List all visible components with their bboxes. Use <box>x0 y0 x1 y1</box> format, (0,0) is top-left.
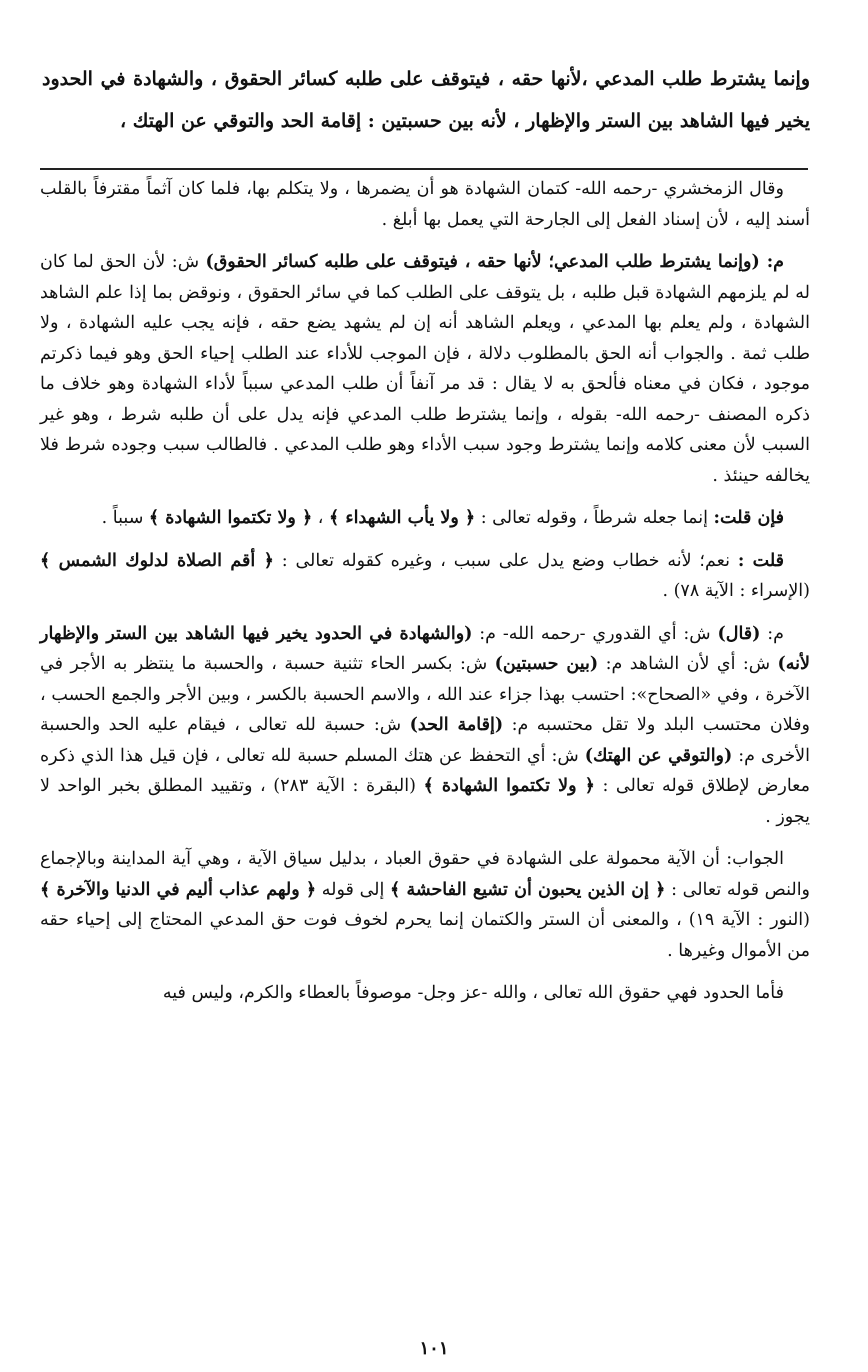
commentary-paragraph-6 <box>40 844 810 966</box>
commentary-text: سبباً . <box>101 508 149 528</box>
verse-reference: (النور : الآية ١٩) ، والمعنى أن الستر والكتمان إنما يحرم لخوف فوت حق المدعي المحتاج إلى إحياء حقه من الأموال وغيرها . <box>40 910 810 961</box>
commentary-text: ش: أي التحفظ عن هتك المسلم حسبة لله تعالى ، فإن قيل هذا الذي ذكره معارض لإطلاق قوله تعالى : <box>40 745 810 796</box>
quran-verse: ﴿ ولا تكتموا الشهادة ﴾ <box>148 508 313 528</box>
commentary-paragraph-2 <box>40 247 810 491</box>
commentary-text: نعم؛ لأنه خطاب وضع يدل على سبب ، وغيره كقوله تعالى : <box>273 550 738 571</box>
commentary-text: م: <box>760 623 784 644</box>
section-divider <box>40 168 808 170</box>
matn-quote: (بين حسبتين) <box>494 654 599 674</box>
commentary-text: الجواب: أن الآية محمولة على الشهادة في حقوق العباد ، بدليل سياق الآية ، وهي آية المداينة وبالإجماع والنص قوله تعالى : <box>40 849 811 900</box>
commentary-paragraph-7: فأما الحدود فهي حقوق الله تعالى ، والله -عز وجل- موصوفاً بالعطاء والكرم، وليس فيه <box>162 983 784 1003</box>
commentary-paragraph-4 <box>40 546 810 607</box>
quran-verse: ﴿ ولا يأب الشهداء ﴾ <box>329 508 476 528</box>
matn-quote: (إقامة الحد) <box>409 715 504 735</box>
commentary-text: ، <box>312 508 330 528</box>
verse-reference: (البقرة : الآية ٢٨٣) ، وتقييد المطلق بخبر الواحد لا يجوز . <box>40 776 810 827</box>
quran-verse: ﴿ ولا تكتموا الشهادة ﴾ <box>423 776 595 796</box>
answer-label: قلت : <box>737 550 785 571</box>
commentary-text: ش: بكسر الحاء تثنية حسبة ، والحسبة ما ينتظر به الأجر في الآخرة ، وفي «الصحاح»: احتسب بهذا جزاء عند الله ، والاسم الحسبة بالكسر ، وبين الأجر والجمع الحسب ، وفلان محتسب البلد ولا تقل محتسبه م: <box>40 654 810 735</box>
quran-verse: ﴿ ولهم عذاب أليم في الدنيا والآخرة ﴾ <box>40 879 317 900</box>
commentary-paragraph-5 <box>40 619 810 833</box>
commentary-text: ش: أي القدوري -رحمه الله- م: <box>472 623 718 644</box>
main-text: وإنما يشترط طلب المدعي ،لأنها حقه ، فيتوقف على طلبه كسائر الحقوق ، والشهادة في الحدود يخير فيها الشاهد بين الستر والإظهار ، لأنه بين حسبتين : إقامة الحد والتوقي عن الهتك ، <box>42 68 810 132</box>
page-number: ١٠١ <box>419 1338 449 1359</box>
commentary-paragraph-3 <box>40 503 810 534</box>
commentary-text: ش: حسبة لله تعالى ، فيقام عليه الحد والحسبة الأخرى م: <box>40 715 811 766</box>
commentary-text: إنما جعله شرطاً ، وقوله تعالى : <box>475 508 714 528</box>
question-label: فإن قلت: <box>713 508 784 528</box>
quran-verse: ﴿ أقم الصلاة لدلوك الشمس ﴾ <box>40 550 274 571</box>
matn-quote: م: (وإنما يشترط طلب المدعي؛ لأنها حقه ، فيتوقف على طلبه كسائر الحقوق) <box>205 252 784 272</box>
verse-reference: (الإسراء : الآية ٧٨) . <box>662 581 810 601</box>
matn-quote: (قال) <box>717 623 761 644</box>
quran-verse: ﴿ إن الذين يحبون أن تشيع الفاحشة ﴾ <box>390 879 666 900</box>
commentary-text: ش: أي لأن الشاهد م: <box>598 654 778 674</box>
matn-quote: (والتوقي عن الهتك) <box>584 745 733 766</box>
matn-quote: (والشهادة في الحدود يخير فيها الشاهد بين الستر والإظهار لأنه) <box>40 623 811 674</box>
commentary-section <box>40 174 810 1019</box>
commentary-paragraph-1: وقال الزمخشري -رحمه الله- كتمان الشهادة هو أن يضمرها ، ولا يتكلم بها، فلما كان آثماً مقترفاً بالقلب أسند إليه ، لأن إسناد الفعل إلى الجارحة التي يعمل بها أبلغ . <box>40 179 810 230</box>
commentary-text: إلى قوله <box>316 879 391 900</box>
commentary-text: ش: لأن الحق لما كان له لم يلزمهم الشهادة قبل طلبه ، بل يتوقف على الطلب كما في سائر الحقوق ، ونوقض بما إذا علم الشاهد الشهادة ، ولم يعلم بها المدعي ، ويعلم الشاهد أنه إن لم يشهد يضع حقه ، فإنه يجب عليه الشهادة ، ولا طلب ثمة . والجواب أنه الحق بالمطلوب دلالة ، فإن الموجب للأداء عند الطلب إحياء الحق وهو فيما ذكرتم موجود ، فكان في معناه فألحق به لا يقال : قد مر آنفاً أن طلب المدعي سبباً لأداء الشهادة وهو خلاف ما ذكره المصنف -رحمه الله- بقوله ، وإنما يشترط طلب المدعي فإنه يدل على أن طلبه شرط ، وهو غير السبب لأن معنى كلامه وإنما يشترط وجود سبب الأداء وهو طلب المدعي . فالطالب سبب وجوده شرط فلا يخالفه حينئذ . <box>40 252 810 486</box>
